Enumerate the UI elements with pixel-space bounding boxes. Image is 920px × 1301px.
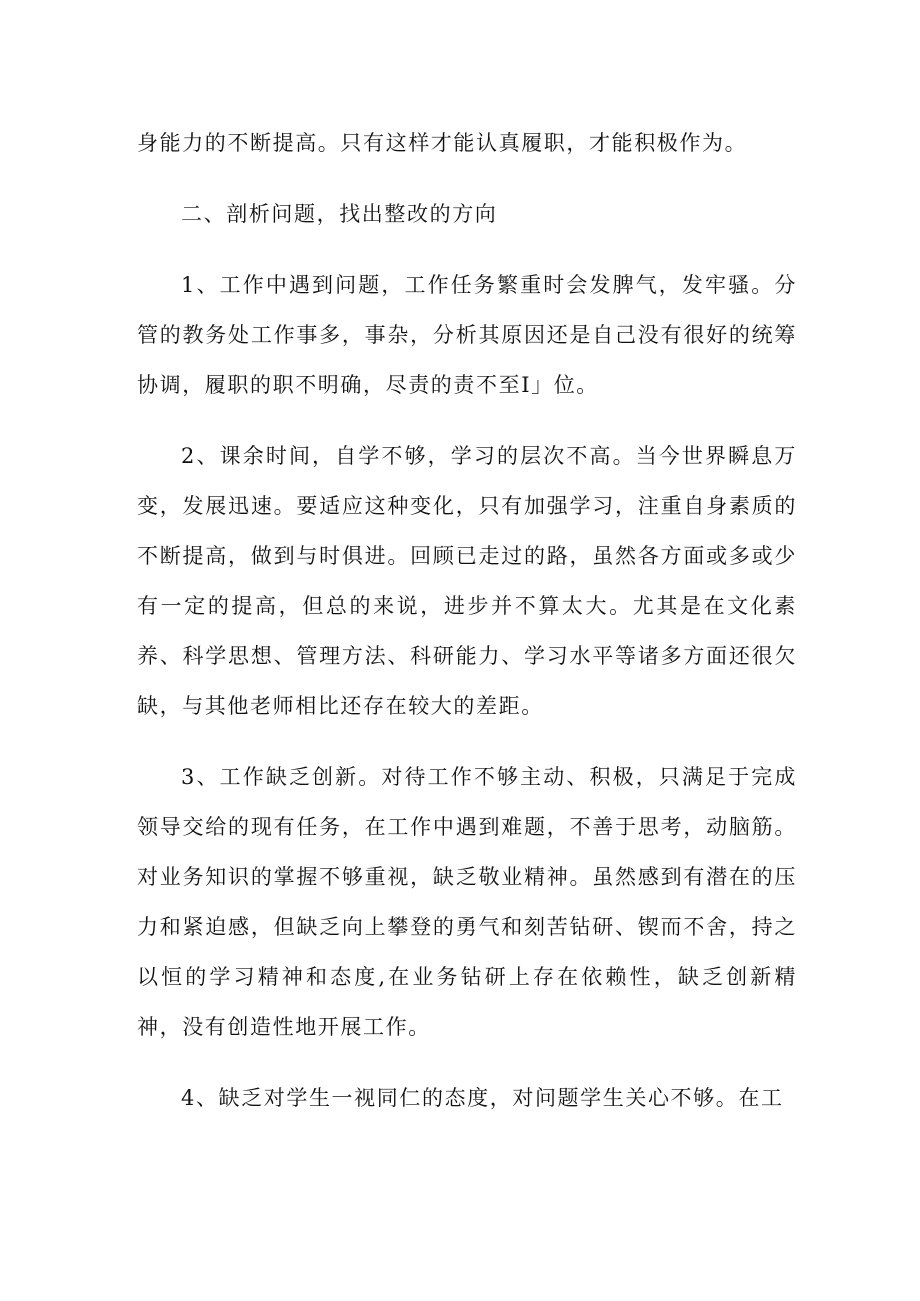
paragraph-item-1: 1、工作中遇到问题，工作任务繁重时会发脾气，发牢骚。分管的教务处工作事多，事杂，分析其原因还是自己没有很好的统筹协调，履职的职不明确，尽责的责不至I」位。 <box>137 273 797 397</box>
paragraph-item-2: 2、课余时间，自学不够，学习的层次不高。当今世界瞬息万变，发展迅速。要适应这种变化，只有加强学习，注重自身素质的不断提高，做到与时俱进。回顾已走过的路，虽然各方面或多或少有一定的提高，但总的来说，进步并不算太大。尤其是在文化素养、科学思想、管理方法、科研能力、学习水平等诸多方面还很欠缺，与其他老师相比还存在较大的差距。 <box>137 444 797 718</box>
paragraph-continuation: 身能力的不断提高。只有这样才能认真履职，才能积极作为。 <box>137 131 748 155</box>
section-heading: 二、剖析问题，找出整改的方向 <box>181 202 498 226</box>
paragraph-item-4: 4、缺乏对学生一视同仁的态度，对问题学生关心不够。在工 <box>181 1086 784 1110</box>
paragraph-item-3: 3、工作缺乏创新。对待工作不够主动、积极，只满足于完成领导交给的现有任务，在工作中遇到难题，不善于思考，动脑筋。对业务知识的掌握不够重视，缺乏敬业精神。虽然感到有潜在的压力和紧迫感，但缺乏向上攀登的勇气和刻苦钻研、锲而不舍，持之以恒的学习精神和态度,在业务钻研上存在依赖性，缺乏创新精神，没有创造性地开展工作。 <box>137 765 797 1039</box>
document-body <box>137 118 797 1144</box>
